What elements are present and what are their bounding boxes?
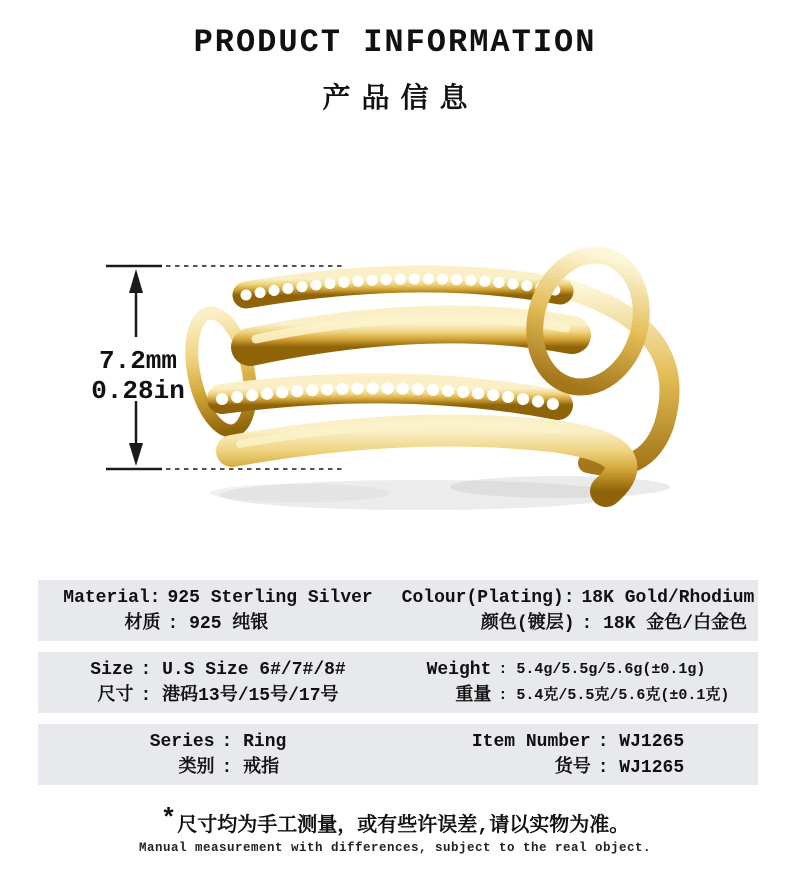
- spec-value: : 5.4g/5.5g/5.6g(±0.1g): [498, 660, 706, 678]
- spec-label: 颜色(镀层): [480, 613, 575, 634]
- spec-cell-weight: [398, 652, 758, 713]
- page-title: PRODUCT INFORMATION: [193, 24, 597, 61]
- spec-value: : 戒指: [221, 757, 280, 778]
- spec-label: 材质: [124, 613, 161, 634]
- page-title-chinese: 产品信息: [322, 85, 479, 116]
- spec-label: Colour(Plating):: [401, 587, 575, 608]
- dimension-in-label: 0.28in: [91, 376, 185, 406]
- spec-label: Size: [90, 659, 134, 680]
- spec-value: : 18K 金色/白金色: [581, 613, 748, 634]
- spec-value: : 925 纯银: [167, 613, 269, 634]
- spec-label: 重量: [455, 685, 492, 706]
- spec-label: 类别: [178, 757, 215, 778]
- disclaimer-english: Manual measurement with differences, subject to the real object.: [138, 841, 652, 855]
- spec-label: 尺寸: [97, 685, 134, 706]
- spec-row-series-itemnumber: [38, 724, 758, 785]
- disclaimer-chinese: [0, 804, 790, 839]
- ring-photo-illustration: [0, 225, 790, 545]
- spec-cell-colour-plating: [398, 580, 758, 641]
- spec-label: Series: [149, 731, 215, 752]
- spec-label: Item Number: [471, 731, 591, 752]
- left-link-ring: [182, 308, 260, 437]
- spec-label: 货号: [554, 757, 591, 778]
- spec-value: : Ring: [221, 731, 287, 752]
- right-link-ring: [520, 242, 657, 399]
- dimension-mm-label: 7.2mm: [98, 346, 178, 376]
- spec-cell-series: [38, 724, 398, 785]
- dimension-arrowhead-down-icon: [129, 443, 143, 466]
- asterisk-mark: *: [160, 804, 177, 834]
- gold-ring-stack: [182, 242, 669, 491]
- product-figure: [0, 225, 790, 545]
- spec-cell-material: [38, 580, 398, 641]
- spec-label: Material:: [63, 587, 161, 608]
- spec-value: : WJ1265: [597, 731, 685, 752]
- spec-label: Weight: [426, 659, 492, 680]
- spec-value: 925 Sterling Silver: [167, 587, 373, 608]
- spec-cell-item-number: [398, 724, 758, 785]
- spec-table: [38, 580, 758, 796]
- spec-row-size-weight: [38, 652, 758, 713]
- spec-value: 18K Gold/Rhodium: [581, 587, 755, 608]
- spec-value: : U.S Size 6#/7#/8#: [140, 659, 346, 680]
- spec-value: : 港码13号/15号/17号: [140, 685, 339, 706]
- spec-value: : 5.4克/5.5克/5.6克(±0.1克): [498, 686, 730, 704]
- spec-value: : WJ1265: [597, 757, 685, 778]
- spec-cell-size: [38, 652, 398, 713]
- disclaimer-chinese-text: 尺寸均为手工测量，或有些许误差,请以实物为准。: [177, 815, 630, 838]
- spec-row-material-colour: [38, 580, 758, 641]
